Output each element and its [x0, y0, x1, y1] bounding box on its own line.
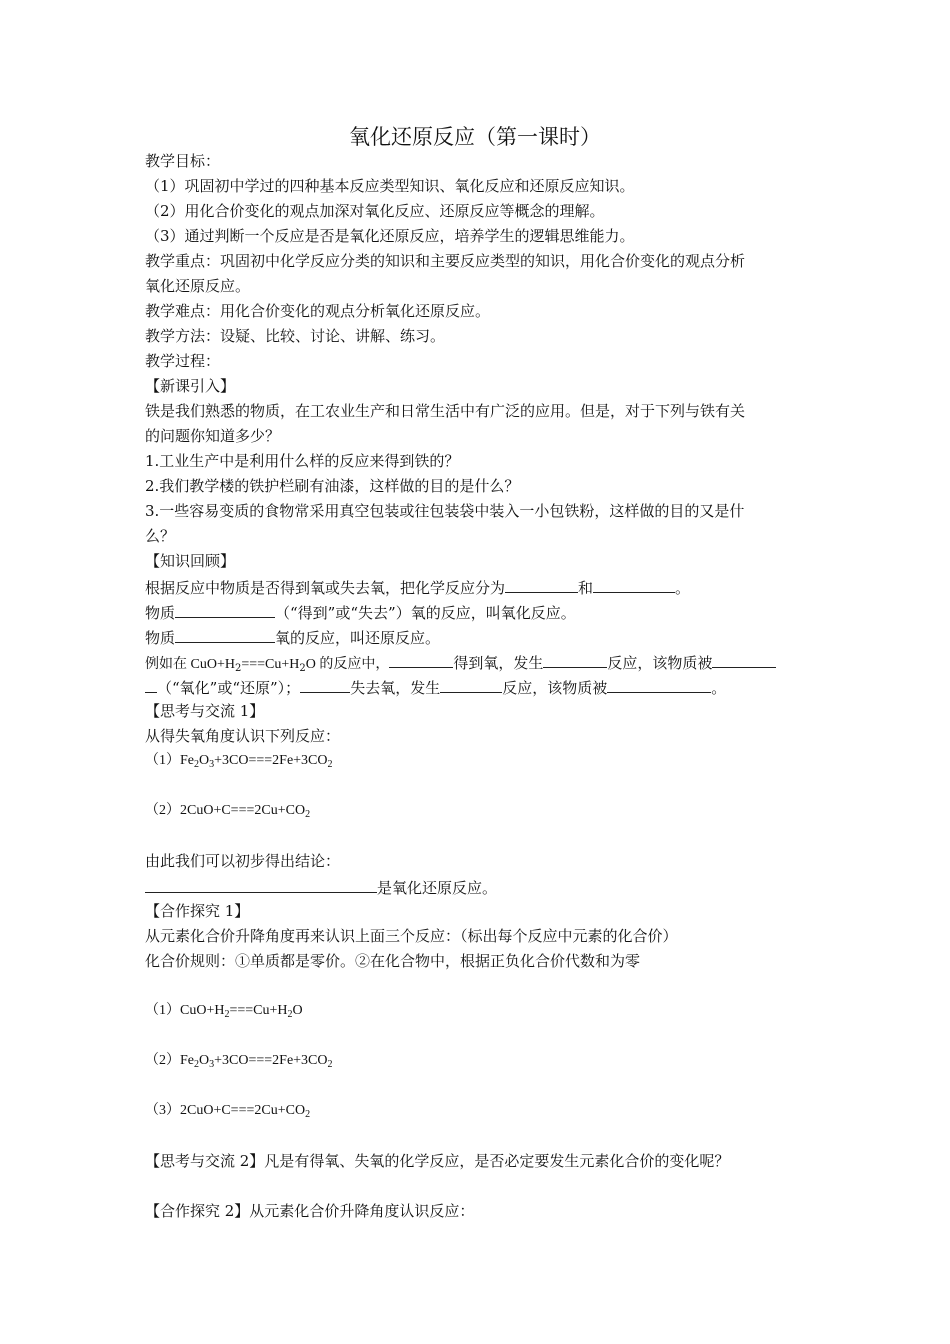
equation-text: 例如在 CuO+H	[145, 657, 235, 672]
subscript: 2	[327, 759, 333, 770]
process-line: 教学过程：	[145, 352, 221, 370]
blank-field	[389, 650, 453, 668]
review-text: 氧的反应，叫还原反应。	[275, 629, 441, 647]
equation-text: （2）2CuO+C===2Cu+CO	[145, 803, 306, 818]
review-line-1	[145, 575, 690, 599]
key-point-line-1: 教学重点：巩固初中化学反应分类的知识和主要反应类型的知识，用化合价变化的观点分析	[145, 252, 746, 270]
blank-field	[145, 675, 157, 693]
review-text: 物质	[145, 604, 176, 622]
think1-reaction-1	[145, 750, 333, 776]
equation-text: O 的反应中，	[305, 657, 390, 672]
blank-field	[175, 600, 275, 618]
goal-item-2: （2）用化合价变化的观点加深对氧化反应、还原反应等概念的理解。	[145, 202, 605, 220]
review-line-2	[145, 600, 576, 624]
blank-field	[440, 675, 502, 693]
subscript: 2	[287, 1009, 293, 1020]
equation-text: ===Cu+H	[229, 1003, 288, 1018]
equation-text: （1）Fe	[145, 753, 194, 768]
blank-field	[300, 675, 350, 693]
review-text: 物质	[145, 629, 176, 647]
intro-heading: 【新课引入】	[145, 377, 236, 395]
review-text: 失去氧，发生	[350, 679, 441, 697]
conclusion-text: 是氧化还原反应。	[377, 879, 498, 897]
difficulty-line: 教学难点：用化合价变化的观点分析氧化还原反应。	[145, 302, 491, 320]
review-text: 反应，该物质被	[502, 679, 608, 697]
equation-text: （1）CuO+H	[145, 1003, 225, 1018]
equation-text: O	[199, 753, 210, 768]
subscript: 2	[194, 1059, 199, 1070]
review-text: 。	[711, 679, 727, 697]
goal-item-3: （3）通过判断一个反应是否是氧化还原反应，培养学生的逻辑思维能力。	[145, 227, 635, 245]
question-3-line-1: 3.一些容易变质的食物常采用真空包装或往包装袋中装入一小包铁粉，这样做的目的又是什	[145, 502, 745, 520]
subscript: 2	[194, 759, 199, 770]
review-text: 。	[675, 579, 691, 597]
question-1: 1.工业生产中是利用什么样的反应来得到铁的？	[145, 452, 460, 470]
valence-rule: 化合价规则：①单质都是零价。②在化合物中，根据正负化合价代数和为零	[145, 952, 641, 970]
goals-heading: 教学目标：	[145, 152, 221, 170]
equation-text: （2）Fe	[145, 1053, 194, 1068]
coop1-reaction-1	[145, 1000, 303, 1026]
question-2: 2.我们教学楼的铁护栏刷有油漆，这样做的目的是什么？	[145, 477, 520, 495]
goal-item-1: （1）巩固初中学过的四种基本反应类型知识、氧化反应和还原反应知识。	[145, 177, 635, 195]
blank-field	[505, 575, 578, 593]
equation-text: ===Cu+H	[241, 657, 300, 672]
intro-paragraph-line-1: 铁是我们熟悉的物质，在工农业生产和日常生活中有广泛的应用。但是，对于下列与铁有关	[145, 402, 746, 420]
subscript: 3	[209, 1059, 215, 1070]
coop2-line: 【合作探究 2】从元素化合价升降角度认识反应：	[145, 1202, 475, 1220]
review-text: 根据反应中物质是否得到氧或失去氧，把化学反应分为	[145, 579, 506, 597]
equation-text: +3CO===2Fe+3CO	[214, 1053, 328, 1068]
key-point-line-2: 氧化还原反应。	[145, 277, 251, 295]
subscript: 2	[234, 663, 242, 674]
blank-field	[543, 650, 607, 668]
review-text: （“得到”或“失去”）氧的反应，叫氧化反应。	[275, 604, 576, 622]
subscript: 2	[305, 809, 311, 820]
coop1-heading: 【合作探究 1】	[145, 902, 250, 920]
coop1-reaction-2	[145, 1050, 333, 1076]
think2-line: 【思考与交流 2】凡是有得氧、失氧的化学反应，是否必定要发生元素化合价的变化呢？	[145, 1152, 730, 1170]
subscript: 2	[327, 1059, 333, 1070]
document-title: 氧化还原反应（第一课时）	[349, 125, 601, 149]
coop1-prompt: 从元素化合价升降角度再来认识上面三个反应：（标出每个反应中元素的化合价）	[145, 927, 678, 945]
review-heading: 【知识回顾】	[145, 552, 236, 570]
intro-paragraph-line-2: 的问题你知道多少？	[145, 427, 281, 445]
blank-field	[712, 650, 776, 668]
think1-reaction-2	[145, 800, 310, 826]
think1-heading: 【思考与交流 1】	[145, 702, 265, 720]
review-text: 得到氧，发生	[453, 654, 544, 672]
blank-field	[175, 625, 275, 643]
blank-field	[607, 675, 711, 693]
blank-field	[593, 575, 675, 593]
review-text: 反应，该物质被	[607, 654, 713, 672]
review-text: （“氧化”或“还原”）；	[157, 679, 301, 697]
question-3-line-2: 么？	[145, 527, 176, 545]
subscript: 2	[224, 1009, 230, 1020]
conclusion-line	[145, 875, 497, 899]
equation-text: +3CO===2Fe+3CO	[214, 753, 328, 768]
conclusion-intro: 由此我们可以初步得出结论：	[145, 852, 341, 870]
example-line-2	[145, 675, 726, 699]
equation-text: O	[199, 1053, 210, 1068]
review-line-3	[145, 625, 440, 649]
methods-line: 教学方法：设疑、比较、讨论、讲解、练习。	[145, 327, 446, 345]
think1-prompt: 从得失氧角度认识下列反应：	[145, 727, 341, 745]
subscript: 2	[305, 1109, 311, 1120]
equation-text: O	[292, 1003, 303, 1018]
equation-text: （3）2CuO+C===2Cu+CO	[145, 1103, 306, 1118]
review-text: 和	[578, 579, 594, 597]
coop1-reaction-3	[145, 1100, 310, 1126]
blank-field	[145, 875, 377, 893]
subscript: 2	[299, 663, 306, 674]
subscript: 3	[209, 759, 215, 770]
